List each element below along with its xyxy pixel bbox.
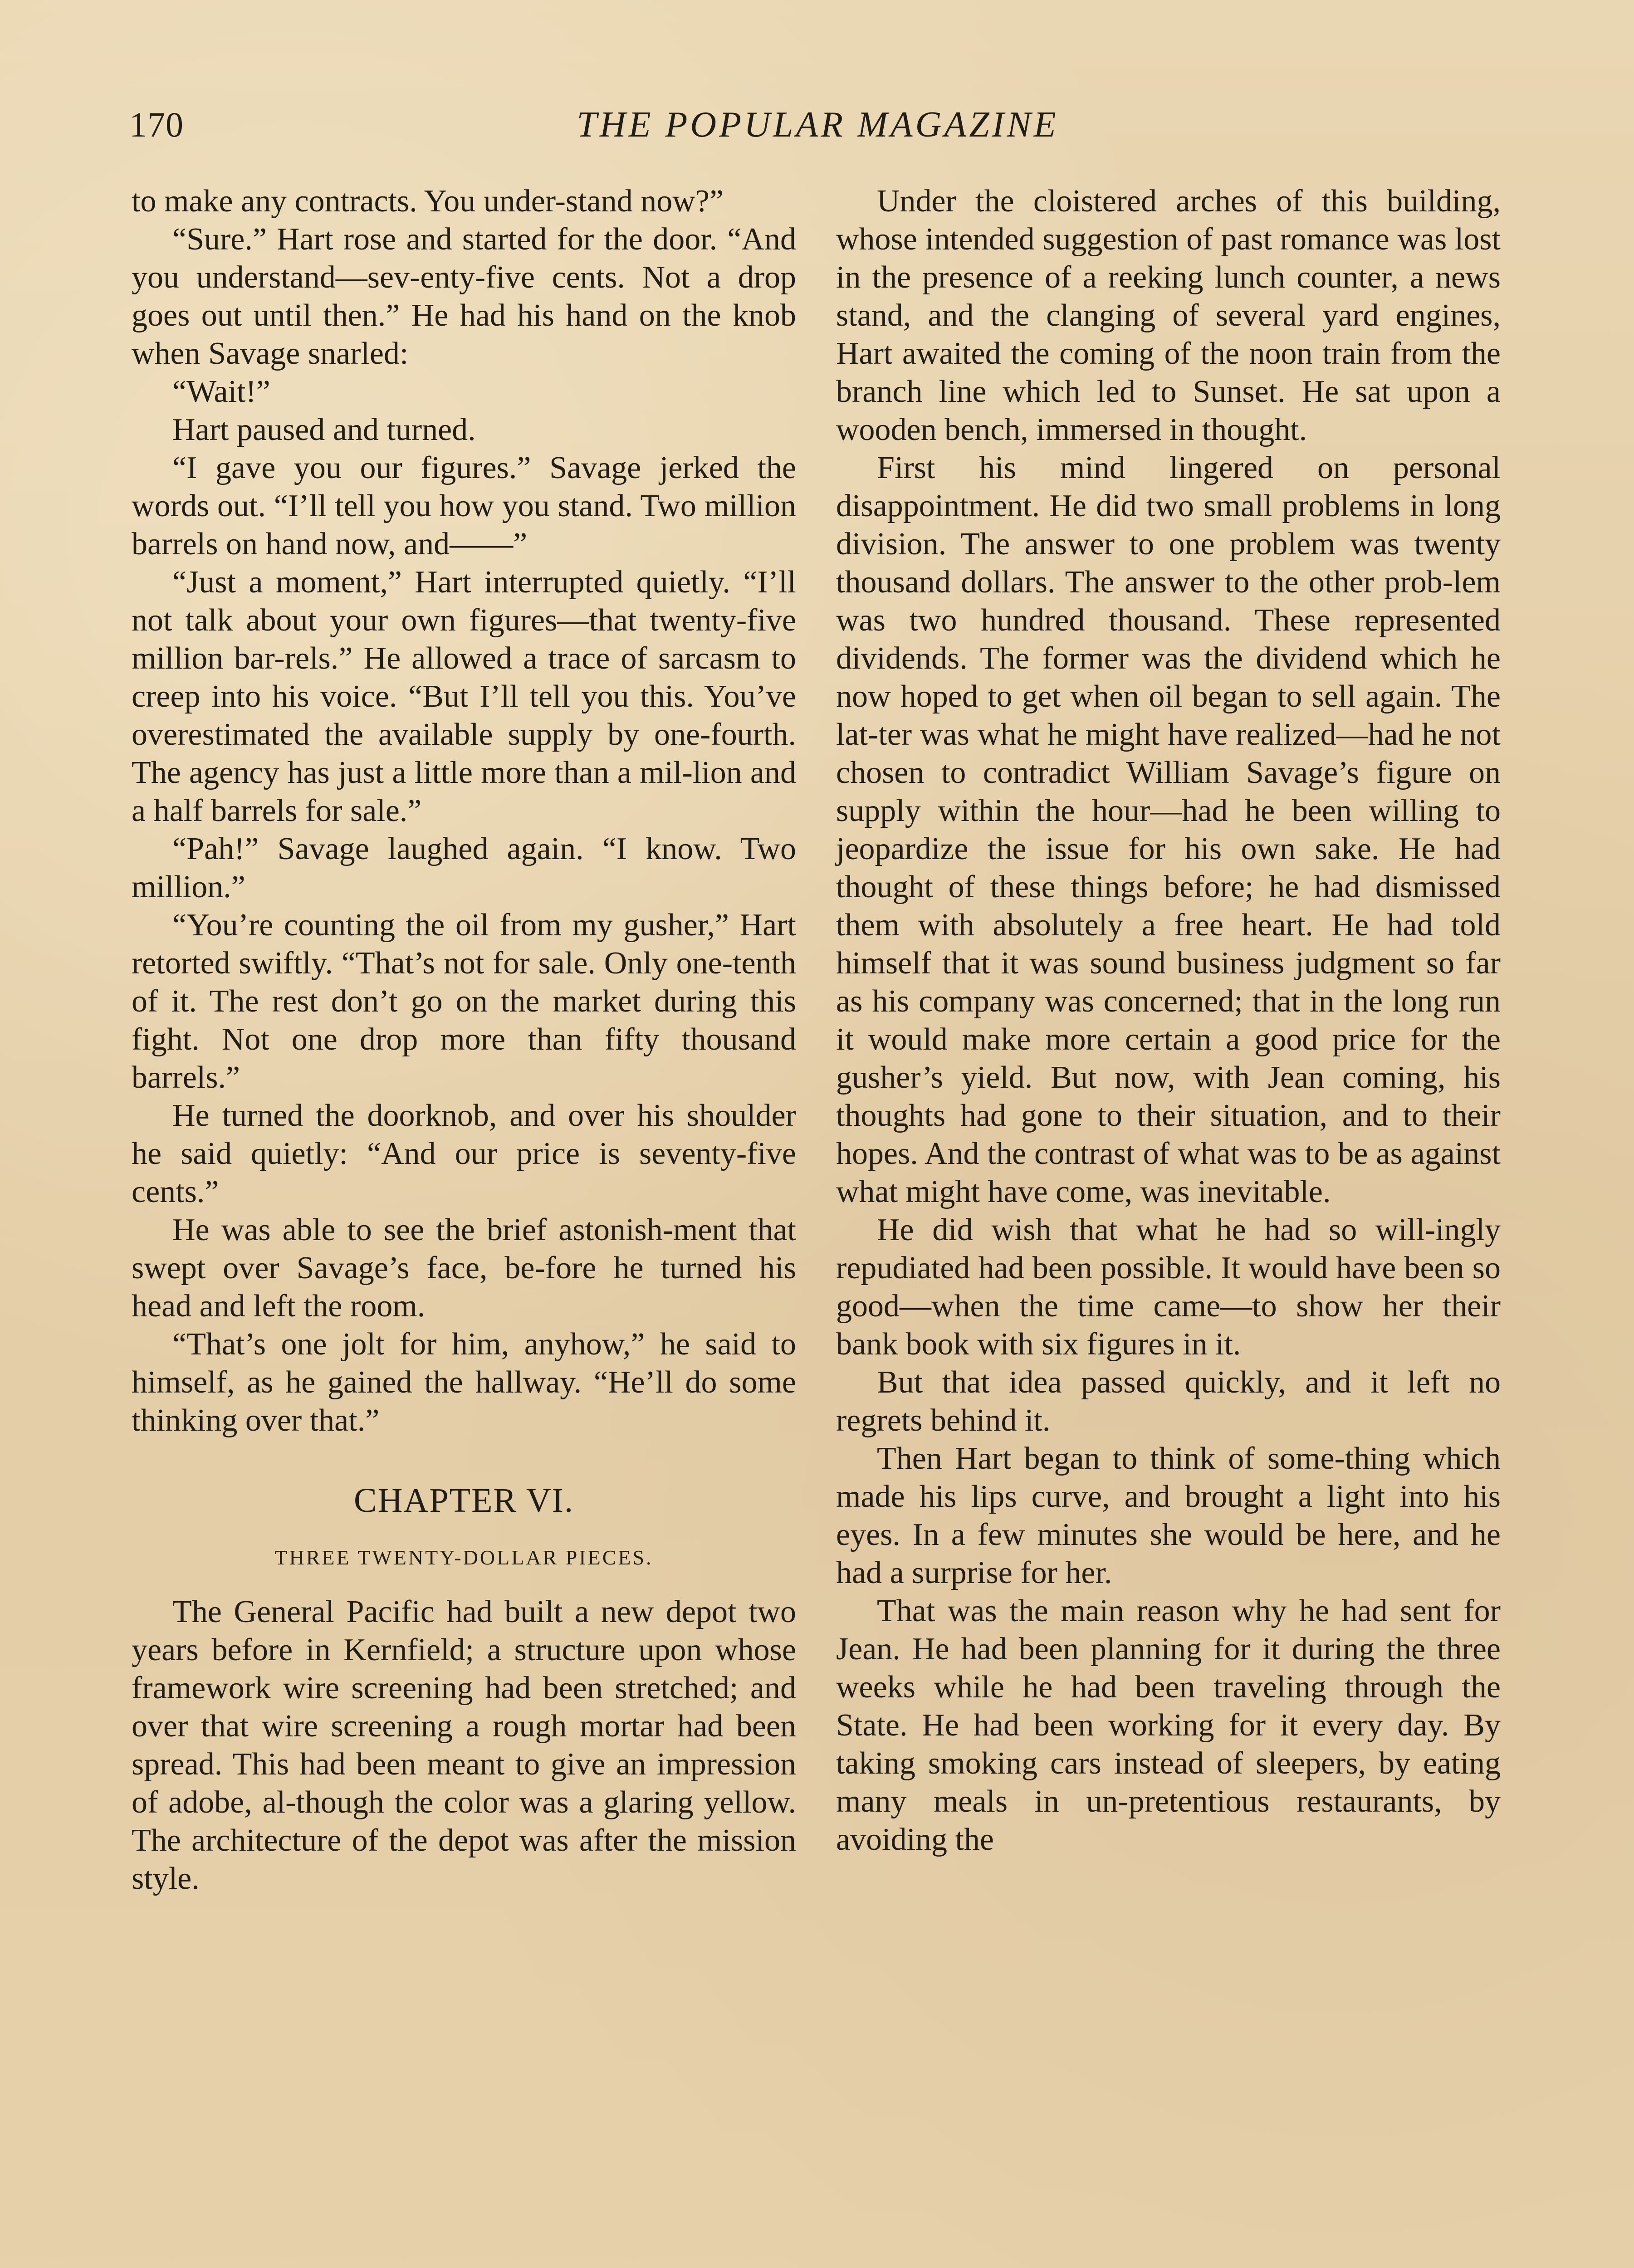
paragraph: He did wish that what he had so will-ingly repudiated had been possible. It would have been so good—when the time came—to show her their bank book with six figures in it. — [836, 1212, 1501, 1362]
paragraph: “Sure.” Hart rose and started for the door. “And you understand—sev-enty-five cents. Not a drop goes out until then.” He had his hand on the knob when Savage snarled: — [132, 222, 796, 371]
paragraph: to make any contracts. You under-stand now?” — [132, 184, 724, 219]
paragraph: “That’s one jolt for him, anyhow,” he said to himself, as he gained the hallway. “He’ll do some thinking over that.” — [132, 1327, 796, 1438]
paragraph: Hart paused and turned. — [172, 412, 476, 447]
paragraph: “You’re counting the oil from my gusher,” Hart retorted swiftly. “That’s not for sale. Only one-tenth of it. The rest don’t go on the market during this fight. Not one drop more than fifty thousand barrels.” — [132, 908, 796, 1095]
paragraph: But that idea passed quickly, and it left no regrets behind it. — [836, 1365, 1501, 1438]
paragraph: Under the cloistered arches of this building, whose intended suggestion of past romance was lost in the presence of a reeking lunch counter, a news stand, and the clanging of several yard engines, Hart awaited the coming of the noon train from the branch line which led to Sunset. He sat upon a wooden bench, immersed in thought. — [836, 184, 1501, 447]
paragraph: He turned the doorknob, and over his shoulder he said quietly: “And our price is seventy-five cents.” — [132, 1098, 796, 1209]
paragraph: He was able to see the brief astonish-ment that swept over Savage’s face, be-fore he turned his head and left the room. — [132, 1212, 796, 1324]
page-number: 170 — [129, 105, 184, 144]
paragraph: Then Hart began to think of some-thing which made his lips curve, and brought a light into his eyes. In a few minutes she would be here, and he had a surprise for her. — [836, 1441, 1501, 1590]
running-head: THE POPULAR MAGAZINE — [577, 105, 1059, 145]
chapter-subtitle: THREE TWENTY-DOLLAR PIECES. — [274, 1546, 653, 1569]
paragraph: “Just a moment,” Hart interrupted quietly. “I’ll not talk about your own figures—that twenty-five million bar-rels.” He allowed a trace of sarcasm to creep into his voice. “But I’ll tell you this. You’ve overestimated the available supply by one-fourth. The agency has just a little more than a mil-lion and a half barrels for sale.” — [132, 565, 796, 828]
paragraph: That was the main reason why he had sent for Jean. He had been planning for it during the three weeks while he had been traveling through the State. He had been working for it every day. By taking smoking cars instead of sleepers, by eating many meals in un-pretentious restaurants, by avoiding the — [836, 1593, 1501, 1857]
right-column — [836, 182, 1501, 1859]
paragraph: First his mind lingered on personal disappointment. He did two small problems in long division. The answer to one problem was twenty thousand dollars. The answer to the other prob-lem was two hundred thousand. These represented dividends. The former was the dividend which he now hoped to get when oil began to sell again. The lat-ter was what he might have realized—had he not chosen to contradict William Savage’s figure on supply within the hour—had he been willing to jeopardize the issue for his own sake. He had thought of these things before; he had dismissed them with absolutely a free heart. He had told himself that it was sound business judgment so far as his company was concerned; that in the long run it would make more certain a good price for the gusher’s yield. But now, with Jean coming, his thoughts had gone to their situation, and to their hopes. And the contrast of what was to be as against what might have come, was inevitable. — [836, 450, 1501, 1209]
chapter-title: CHAPTER VI. — [353, 1481, 574, 1520]
paragraph: “I gave you our figures.” Savage jerked the words out. “I’ll tell you how you stand. Two million barrels on hand now, and——” — [132, 450, 796, 562]
page-header — [129, 98, 1506, 152]
paragraph: The General Pacific had built a new depot two years before in Kernfield; a structure upon whose framework wire screening had been stretched; and over that wire screening a rough mortar had been spread. This had been meant to give an impression of adobe, al-though the color was a glaring yellow. The architecture of the depot was after the mission style. — [132, 1594, 796, 1896]
left-column — [132, 182, 796, 1898]
paragraph: “Wait!” — [172, 374, 270, 409]
paragraph: “Pah!” Savage laughed again. “I know. Two million.” — [132, 831, 796, 904]
